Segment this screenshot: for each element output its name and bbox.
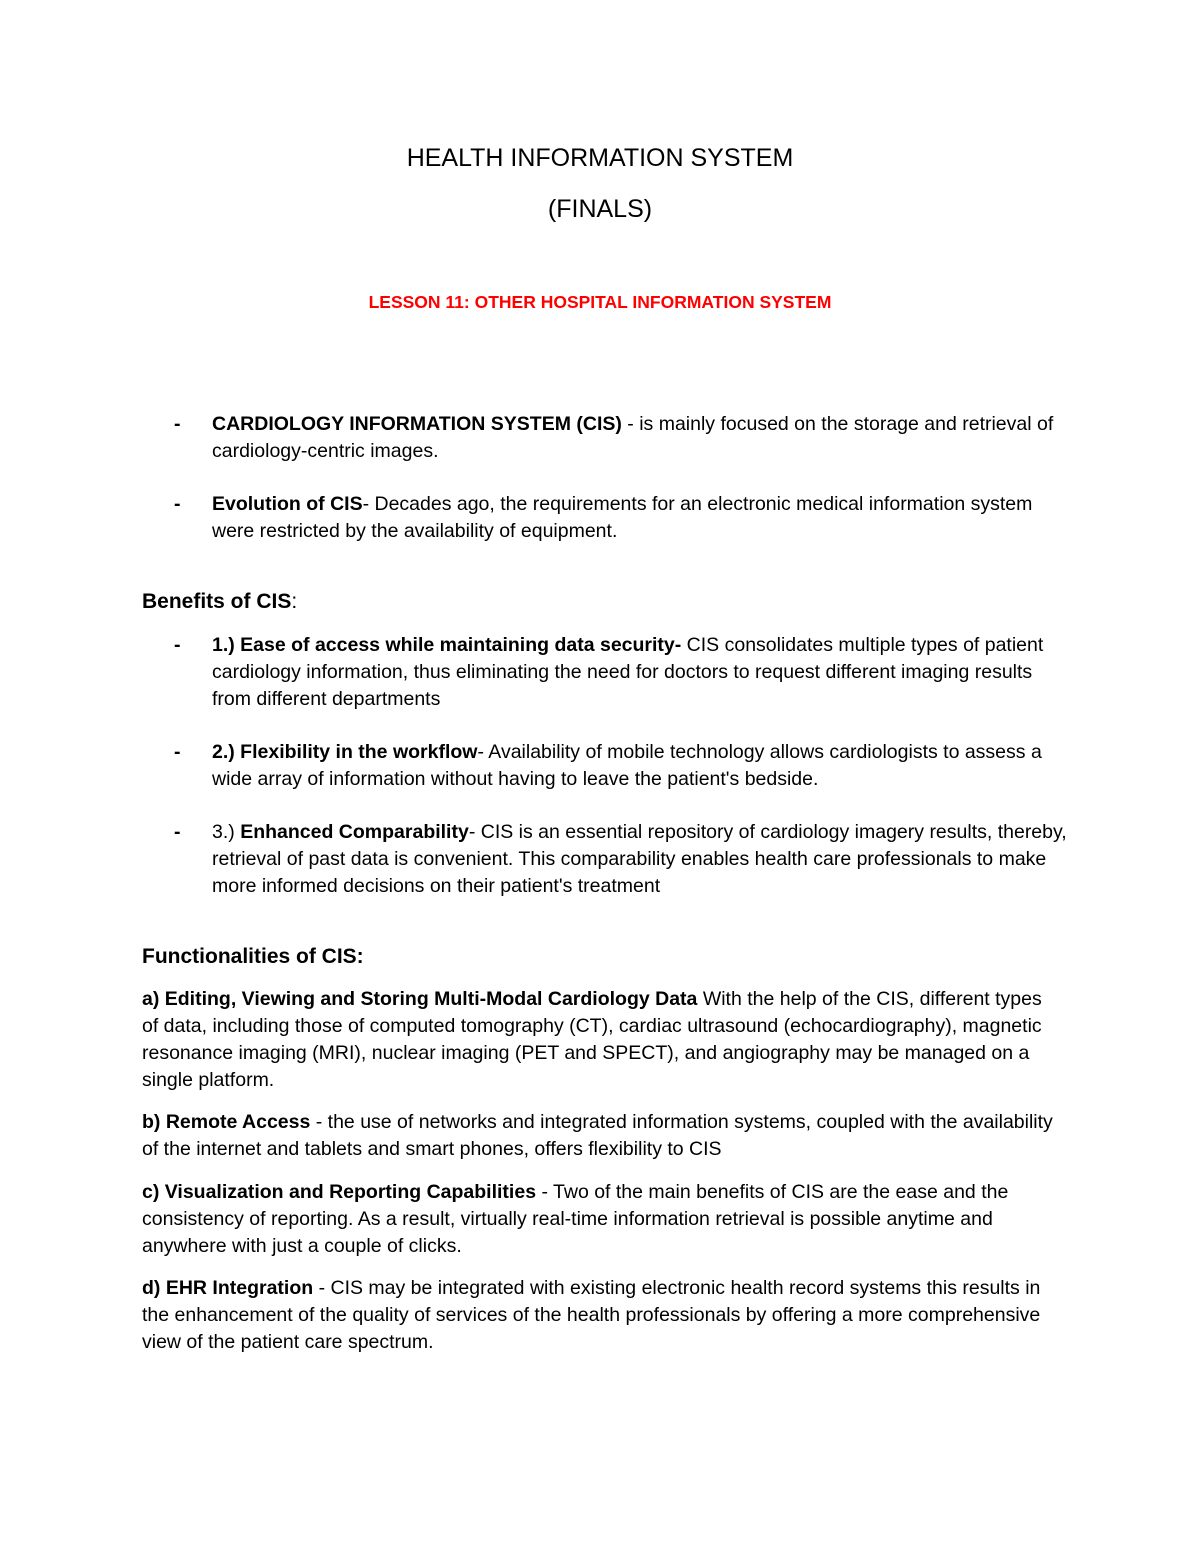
- functionality-paragraph: [142, 1179, 1062, 1260]
- term-description: - the use of networks and integrated information systems, coupled with the availability of the internet and tablets and smart phones, offers flexibility to CIS: [142, 1111, 1053, 1160]
- functionalities-heading: Functionalities of CIS:: [142, 945, 364, 968]
- term-description: - Two of the main benefits of CIS are the ease and the consistency of reporting. As a result, virtually real-time information retrieval is possible anytime and anywhere with just a couple of clicks.: [142, 1181, 1009, 1257]
- term-description: With the help of the CIS, different types of data, including those of computed tomography (CT), cardiac ultrasound (echocardiography), magnetic resonance imaging (MRI), nuclear imaging (PET and SPECT), and angiography may be managed on a single platform.: [142, 988, 1042, 1091]
- benefits-heading: [142, 588, 297, 616]
- document-title: HEALTH INFORMATION SYSTEM: [406, 144, 794, 172]
- term-description: CIS consolidates multiple types of patient cardiology information, thus eliminating the need for doctors to request different imaging results from different departments: [212, 634, 1044, 710]
- list-item-body: [212, 632, 1072, 713]
- list-item-body: [212, 819, 1072, 900]
- functionality-paragraph: [142, 1275, 1062, 1356]
- benefits-heading-colon: :: [291, 590, 298, 613]
- bullet-dash: -: [174, 741, 181, 763]
- functionality-paragraph: [142, 986, 1062, 1094]
- term-description: - CIS is an essential repository of cardiology imagery results, thereby, retrieval of past data is convenient. This comparability enables health care professionals to make more informed decisions on their patient's treatment: [212, 821, 1067, 897]
- term-label: 1.) Ease of access while maintaining data security-: [212, 634, 682, 656]
- term-label: a) Editing, Viewing and Storing Multi-Modal Cardiology Data: [142, 988, 698, 1010]
- list-item-body: [212, 491, 1072, 545]
- benefits-heading-label: Benefits of CIS: [142, 590, 292, 613]
- term-description: - Decades ago, the requirements for an electronic medical information system were restricted by the availability of equipment.: [212, 493, 1033, 542]
- term-label: CARDIOLOGY INFORMATION SYSTEM (CIS): [212, 413, 622, 435]
- list-item-body: [212, 739, 1072, 793]
- term-label: c) Visualization and Reporting Capabilities: [142, 1181, 537, 1203]
- term-description: - Availability of mobile technology allows cardiologists to assess a wide array of information without having to leave the patient's bedside.: [212, 741, 1042, 790]
- bullet-dash: -: [174, 821, 181, 843]
- term-label: Evolution of CIS: [212, 493, 363, 515]
- bullet-dash: -: [174, 413, 181, 435]
- document-subtitle: (FINALS): [547, 195, 653, 223]
- term-description: - is mainly focused on the storage and retrieval of cardiology-centric images.: [212, 413, 1054, 462]
- term-label: 2.) Flexibility in the workflow: [212, 741, 478, 763]
- functionality-paragraph: [142, 1109, 1062, 1163]
- term-label: d) EHR Integration: [142, 1277, 314, 1299]
- bullet-dash: -: [174, 634, 181, 656]
- term-label: b) Remote Access: [142, 1111, 311, 1133]
- term-description: - CIS may be integrated with existing electronic health record systems this results in the enhancement of the quality of services of the health professionals by offering a more comprehensive view of the patient care spectrum.: [142, 1277, 1041, 1353]
- lesson-heading: LESSON 11: OTHER HOSPITAL INFORMATION SYSTEM: [368, 292, 832, 312]
- bullet-dash: -: [174, 493, 181, 515]
- item-number: 3.): [212, 821, 241, 843]
- list-item-body: [212, 411, 1072, 465]
- term-label: Enhanced Comparability: [240, 821, 469, 843]
